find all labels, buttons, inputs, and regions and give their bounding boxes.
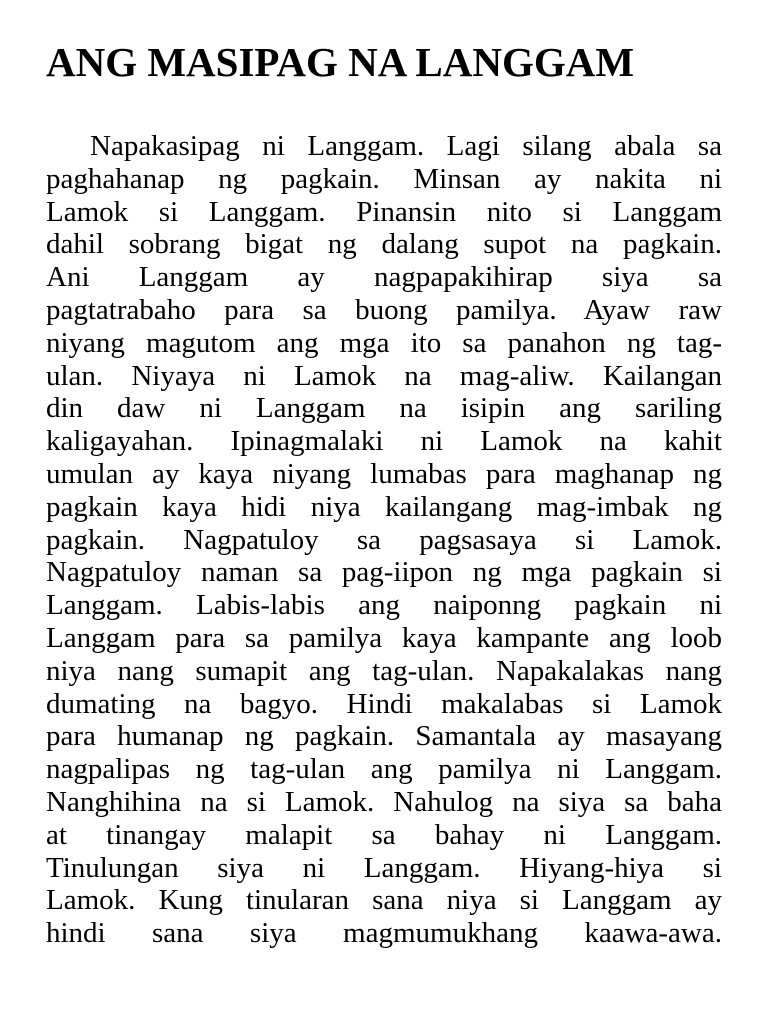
paragraph-line: kaligayahan. Ipinagmalaki ni Lamok na kahit <box>46 425 722 458</box>
paragraph-line: Nagpatuloy naman sa pag-iipon ng mga pagkain si <box>46 556 722 589</box>
paragraph-line: Lamok. Kung tinularan sana niya si Langgam ay <box>46 884 722 917</box>
paragraph-line: niya nang sumapit ang tag-ulan. Napakalakas nang <box>46 654 722 687</box>
paragraph-line: Tinulungan siya ni Langgam. Hiyang-hiya si <box>46 851 722 884</box>
paragraph-line: niyang magutom ang mga ito sa panahon ng tag- <box>46 326 722 359</box>
paragraph-line: hindi sana siya magmumukhang kaawa-awa. <box>46 917 722 950</box>
paragraph-line: pagkain kaya hidi niya kailangang mag-imbak ng <box>46 490 722 523</box>
paragraph-line: Nanghihina na si Lamok. Nahulog na siya sa baha <box>46 785 722 818</box>
paragraph-line: pagtatrabaho para sa buong pamilya. Ayaw raw <box>46 293 722 326</box>
paragraph-line: para humanap ng pagkain. Samantala ay masayang <box>46 720 722 753</box>
paragraph-line: pagkain. Nagpatuloy sa pagsasaya si Lamok. <box>46 523 722 556</box>
paragraph-line: dumating na bagyo. Hindi makalabas si Lamok <box>46 687 722 720</box>
paragraph-line: umulan ay kaya niyang lumabas para maghanap ng <box>46 457 722 490</box>
story-paragraph <box>46 130 722 950</box>
paragraph-line: paghahanap ng pagkain. Minsan ay nakita ni <box>46 162 722 195</box>
document-title: ANG MASIPAG NA LANGGAM <box>46 39 635 85</box>
paragraph-line: din daw ni Langgam na isipin ang sariling <box>46 392 722 425</box>
paragraph-line: Langgam para sa pamilya kaya kampante ang loob <box>46 621 722 654</box>
paragraph-line: Napakasipag ni Langgam. Lagi silang abala sa <box>90 130 722 162</box>
paragraph-line: nagpalipas ng tag-ulan ang pamilya ni Langgam. <box>46 753 722 786</box>
paragraph-line: Ani Langgam ay nagpapakihirap siya sa <box>46 261 722 294</box>
paragraph-line: ulan. Niyaya ni Lamok na mag-aliw. Kailangan <box>46 359 722 392</box>
paragraph-line: Lamok si Langgam. Pinansin nito si Langgam <box>46 195 722 228</box>
paragraph-line: Langgam. Labis-labis ang naiponng pagkain ni <box>46 589 722 622</box>
paragraph-line: at tinangay malapit sa bahay ni Langgam. <box>46 818 722 851</box>
paragraph-line: dahil sobrang bigat ng dalang supot na pagkain. <box>46 228 722 261</box>
